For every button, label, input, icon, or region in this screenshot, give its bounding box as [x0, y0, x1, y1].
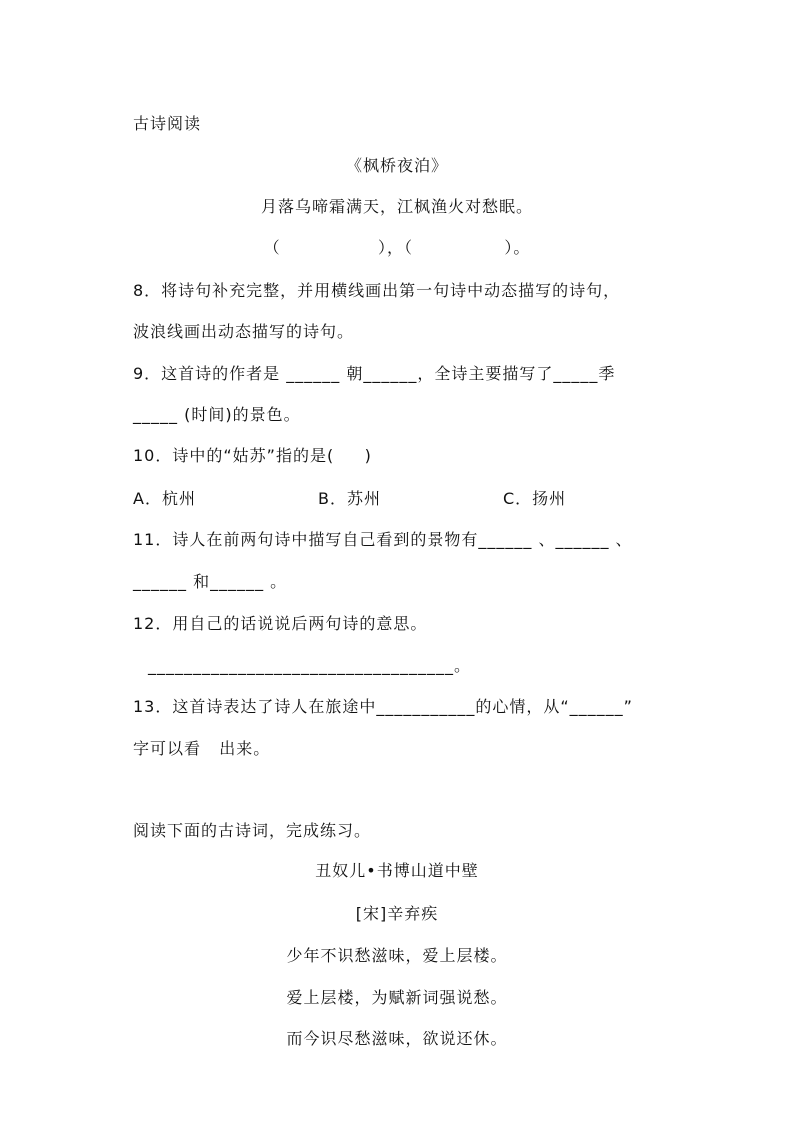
question-13-cont: 字可以看 出来。 — [133, 739, 271, 758]
option-c: C．扬州 — [503, 489, 567, 508]
ci-author: [宋]辛弃疾 — [355, 904, 439, 923]
question-12: 12．用自己的话说说后两句诗的意思。 — [133, 614, 428, 633]
question-9-cont: _____ (时间)的景色。 — [133, 405, 301, 424]
ci-line: 爱上层楼，为赋新词强说愁。 — [286, 988, 508, 1007]
question-11-cont: ______ 和______ 。 — [133, 572, 288, 591]
ci-title: 丑奴儿•书博山道中壁 — [315, 861, 479, 880]
question-9: 9．这首诗的作者是 ______ 朝______，全诗主要描写了_____季 — [133, 364, 616, 383]
section-heading: 古诗阅读 — [133, 114, 202, 133]
ci-line: 少年不识愁滋味，爱上层楼。 — [286, 946, 508, 965]
question-10: 10．诗中的“姑苏”指的是( ) — [133, 446, 372, 465]
option-b: B．苏州 — [318, 489, 381, 508]
question-13: 13．这首诗表达了诗人在旅途中___________的心情，从“______” — [133, 697, 633, 716]
poem-title: 《枫桥夜泊》 — [345, 156, 448, 175]
option-a: A．杭州 — [133, 489, 196, 508]
question-8: 8．将诗句补充完整，并用横线画出第一句诗中动态描写的诗句， — [133, 281, 621, 300]
section2-instruction: 阅读下面的古诗词，完成练习。 — [133, 821, 372, 840]
poem-line: 月落乌啼霜满天，江枫渔火对愁眠。 — [260, 197, 533, 216]
question-8-cont: 波浪线画出动态描写的诗句。 — [133, 322, 355, 341]
ci-line: 而今识尽愁滋味，欲说还休。 — [286, 1029, 508, 1048]
answer-blank-line: __________________________________。 — [148, 656, 472, 675]
question-11: 11．诗人在前两句诗中描写自己看到的景物有______ 、______ 、 — [133, 530, 633, 549]
poem-fill-blank: （ ），（ ）。 — [263, 238, 531, 257]
question-10-options — [133, 489, 653, 509]
